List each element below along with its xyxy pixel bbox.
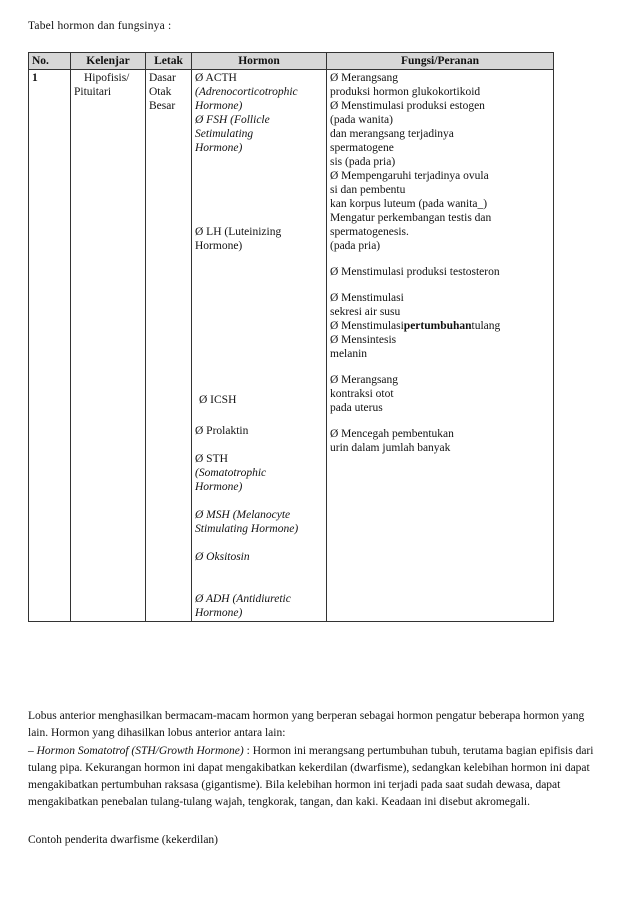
fungsi-line: Mengatur perkembangan testis dan xyxy=(330,212,492,224)
fungsi-line: kontraksi otot xyxy=(330,388,394,400)
hormon-acth: Ø ACTH xyxy=(195,72,237,84)
paragraph-caption: Contoh penderita dwarfisme (kekerdilan) xyxy=(28,834,219,846)
cell-no: 1 xyxy=(29,70,71,622)
fungsi-line: Ø Mensintesis xyxy=(330,334,397,346)
fungsi-line: dan merangsang terjadinya xyxy=(330,128,454,140)
paragraph-lobus-anterior: Lobus anterior menghasilkan bermacam-macam hormon yang berperan sebagai hormon pengatur beberapa hormon yang lain. Hormon yang dihasilkan lobus anterior antara lain: xyxy=(28,710,585,739)
hormon-msh: Ø MSH (Melanocyte xyxy=(195,509,291,521)
header-letak: Letak xyxy=(146,53,192,70)
hormon-adh: Ø ADH (Antidiuretic xyxy=(195,593,291,605)
hormon-acth-desc: Hormone) xyxy=(195,100,243,112)
hormon-sth-desc: (Somatotrophic xyxy=(195,467,267,479)
fungsi-line: kan korpus luteum (pada wanita_) xyxy=(330,198,488,210)
kelenjar-line: Hipofisis/ xyxy=(84,72,130,84)
cell-fungsi xyxy=(327,70,554,622)
somatotrof-term: – Hormon Somatotrof (STH/Growth Hormone) xyxy=(28,745,244,757)
hormon-adh-desc: Hormone) xyxy=(195,607,243,619)
fungsi-bold-text: pertumbuhan xyxy=(403,320,472,332)
header-no: No. xyxy=(29,53,71,70)
hormon-icsh: Ø ICSH xyxy=(199,394,237,406)
hormon-fsh: Ø FSH (Follicle xyxy=(195,114,270,126)
hormon-oksitosin: Ø Oksitosin xyxy=(195,551,250,563)
fungsi-line: pada uterus xyxy=(330,402,383,414)
fungsi-line: Ø Menstimulasi produksi estogen xyxy=(330,100,485,112)
fungsi-line: (pada pria) xyxy=(330,240,381,252)
hormon-prolaktin: Ø Prolaktin xyxy=(195,425,249,437)
fungsi-line: Ø Menstimulasi produksi testosteron xyxy=(330,266,500,278)
table-row xyxy=(29,70,554,622)
hormon-msh-desc: Stimulating Hormone) xyxy=(195,523,299,535)
fungsi-line: spermatogene xyxy=(330,142,394,154)
fungsi-line: Ø Mencegah pembentukan xyxy=(330,428,454,440)
page-title: Tabel hormon dan fungsinya : xyxy=(28,20,172,32)
paragraph-somatotrof xyxy=(28,743,603,811)
fungsi-text: Ø Menstimulasi xyxy=(330,320,404,332)
kelenjar-line: Pituitari xyxy=(74,86,112,98)
fungsi-line: produksi hormon glukokortikoid xyxy=(330,86,481,98)
fungsi-line: si dan pembentu xyxy=(330,184,406,196)
hormon-fsh-desc: Setimulating xyxy=(195,128,254,140)
hormone-table xyxy=(28,52,554,622)
hormon-lh: Ø LH (Luteinizing xyxy=(195,226,282,238)
hormon-sth-desc: Hormone) xyxy=(195,481,243,493)
fungsi-line: melanin xyxy=(330,348,368,360)
letak-line: Otak xyxy=(149,86,172,98)
cell-kelenjar xyxy=(71,70,146,622)
fungsi-line: Ø Merangsang xyxy=(330,374,399,386)
header-fungsi: Fungsi/Peranan xyxy=(327,53,554,70)
fungsi-line: sis (pada pria) xyxy=(330,156,396,168)
fungsi-line xyxy=(330,319,550,333)
hormon-acth-desc: (Adrenocorticotrophic xyxy=(195,86,298,98)
fungsi-text: tulang xyxy=(471,320,501,332)
letak-line: Besar xyxy=(149,100,176,112)
hormon-lh-desc: Hormone) xyxy=(195,240,243,252)
header-kelenjar: Kelenjar xyxy=(71,53,146,70)
fungsi-line: spermatogenesis. xyxy=(330,226,409,238)
fungsi-line: (pada wanita) xyxy=(330,114,393,126)
cell-letak xyxy=(146,70,192,622)
fungsi-line: sekresi air susu xyxy=(330,306,401,318)
hormon-fsh-desc: Hormone) xyxy=(195,142,243,154)
table-header-row xyxy=(29,53,554,70)
hormon-sth: Ø STH xyxy=(195,453,228,465)
cell-hormon xyxy=(192,70,327,622)
somatotrof-description: : Hormon ini merangsang pertumbuhan tubuh, terutama bagian epifisis dari tulang pipa. Kekurangan hormon ini dapat mengakibatkan kekerdilan (dwarfisme), sedangkan kelebihan hormon ini dapat mengakibatkan pertumbuhan raksasa (gigantisme). Bila kelebihan hormon ini terjadi pada saat sudah dewasa, dapat mengakibatkan penebalan tulang-tulang wajah, tengkorak, tangan, dan kaki. Keadaan ini disebut akromegali. xyxy=(28,745,594,808)
letak-line: Dasar xyxy=(149,72,176,84)
header-hormon: Hormon xyxy=(192,53,327,70)
fungsi-line: urin dalam jumlah banyak xyxy=(330,442,451,454)
fungsi-line: Ø Mempengaruhi terjadinya ovula xyxy=(330,170,489,182)
fungsi-line: Ø Merangsang xyxy=(330,72,399,84)
fungsi-line: Ø Menstimulasi xyxy=(330,292,404,304)
